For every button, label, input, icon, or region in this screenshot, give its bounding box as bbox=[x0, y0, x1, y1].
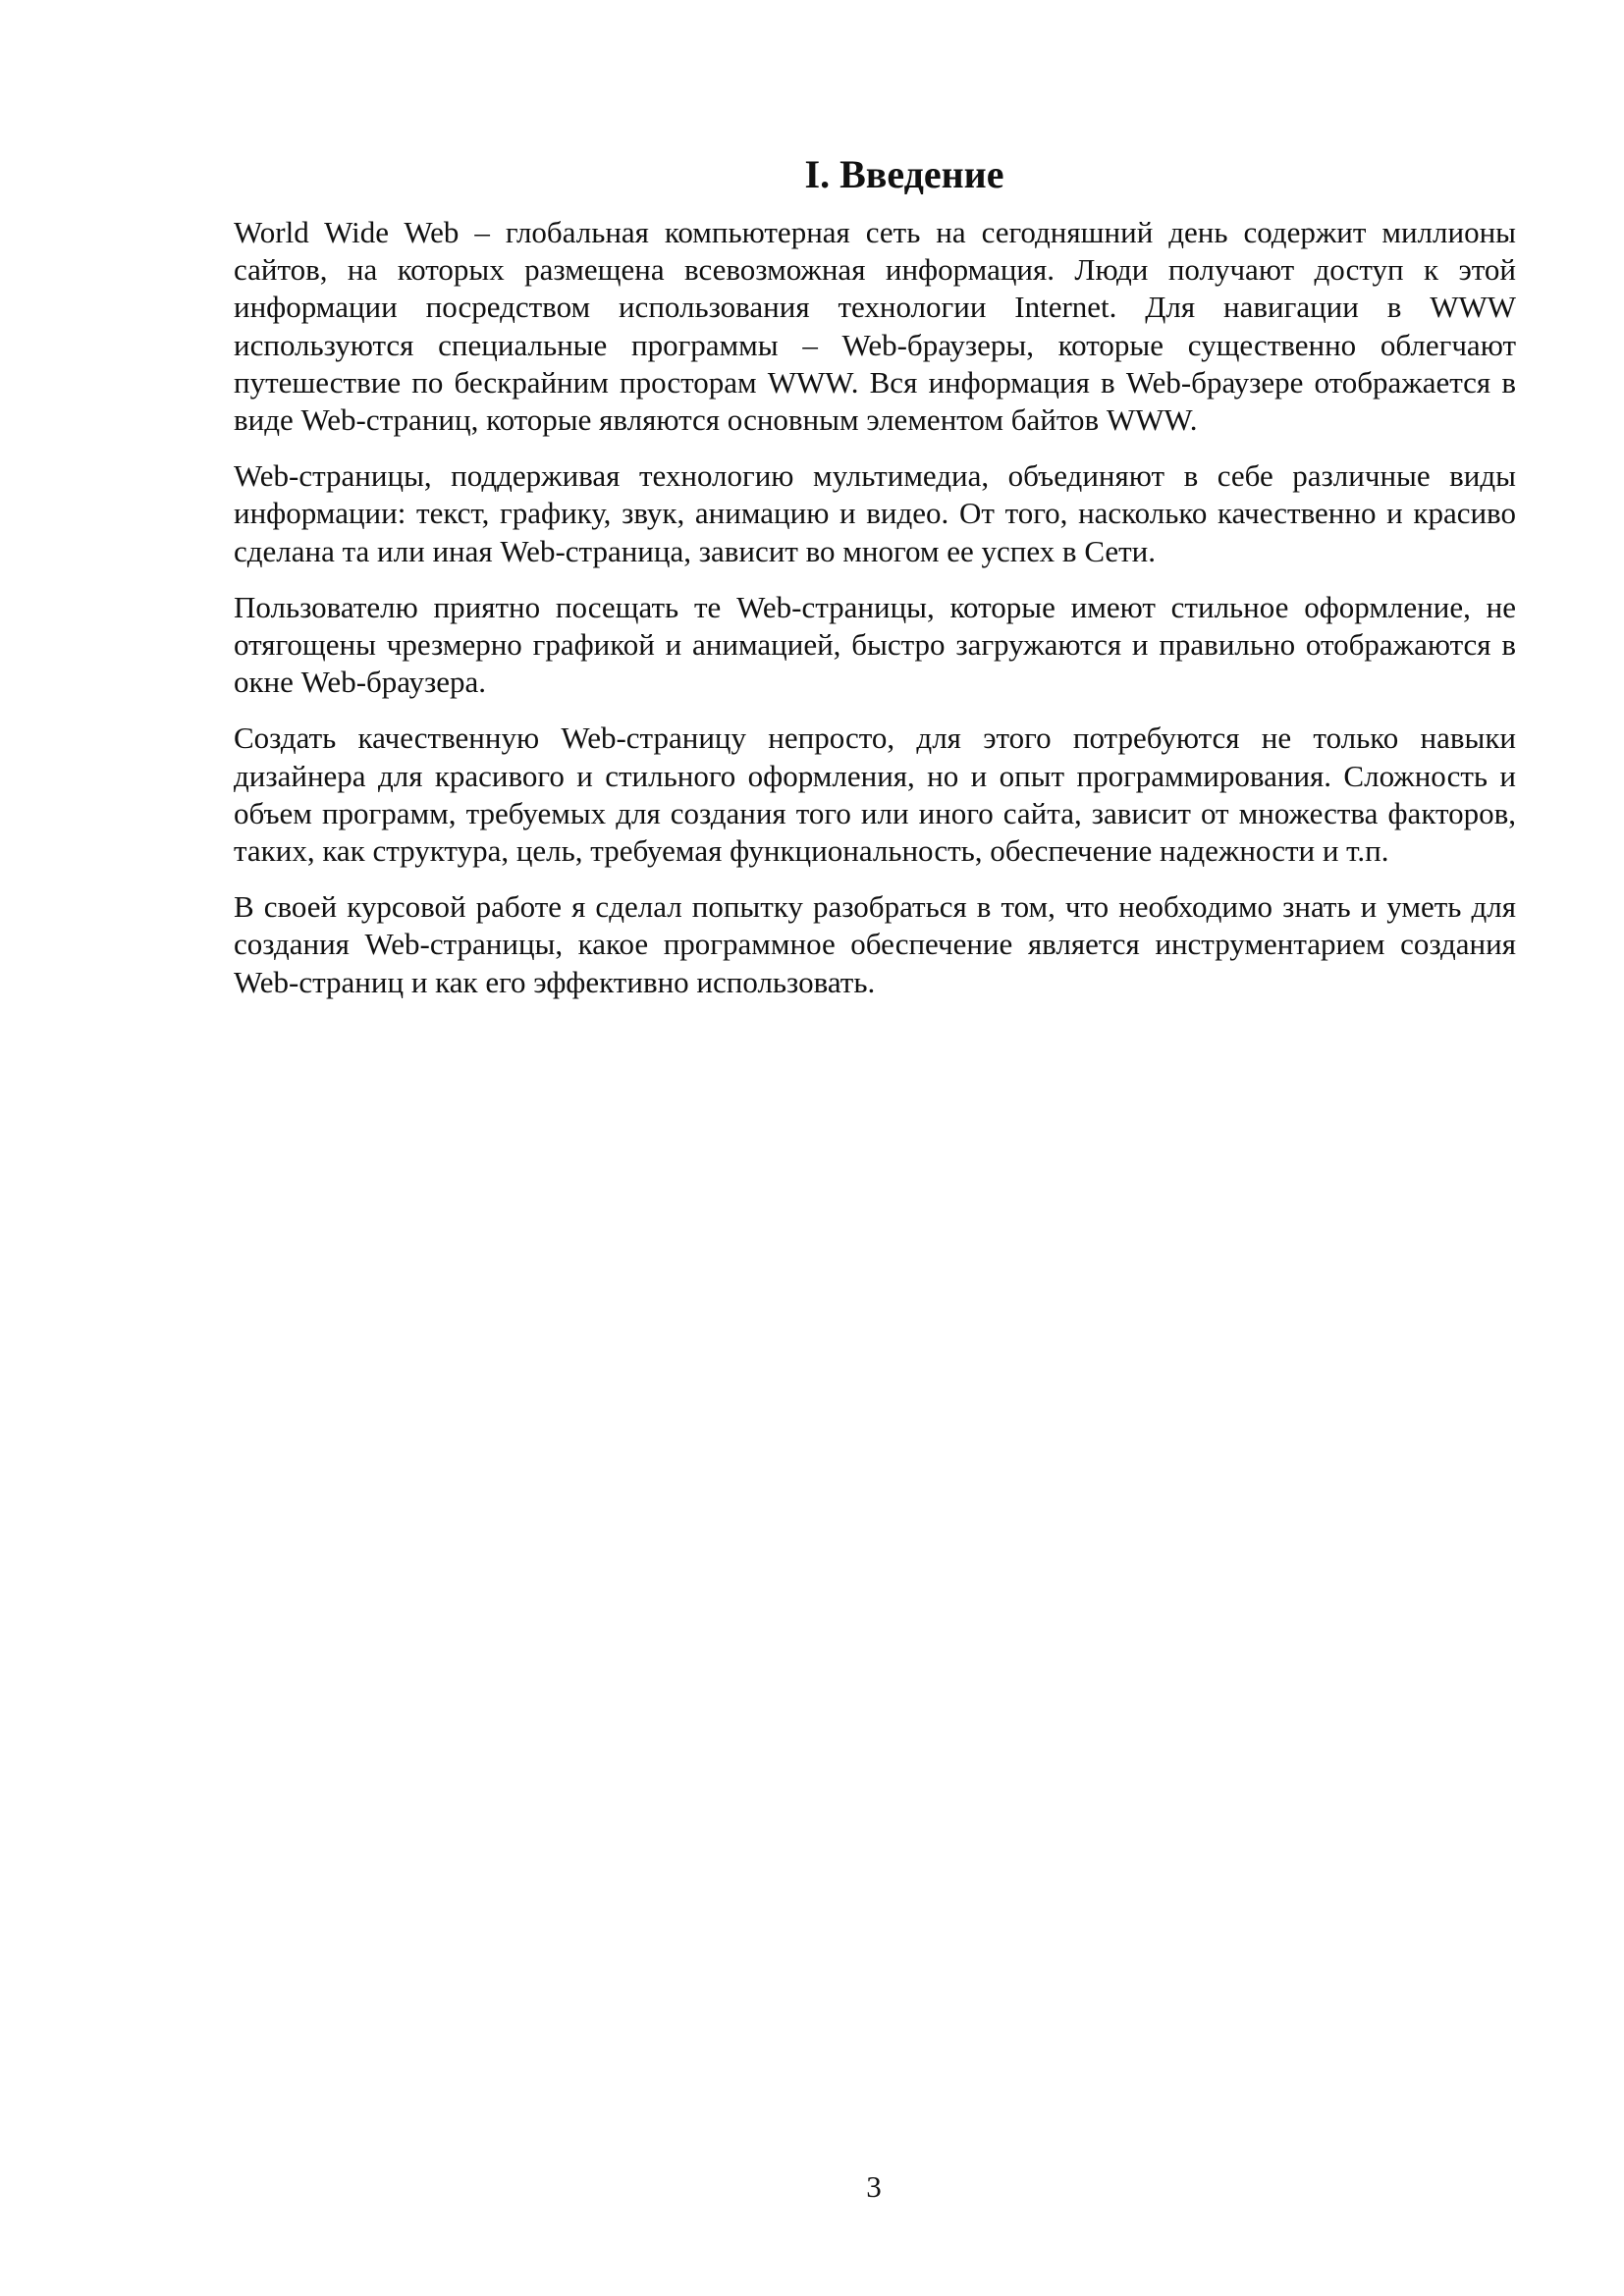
paragraph-multimedia: Web-страницы, поддерживая технологию мультимедиа, объединяют в себе различные виды информации: текст, графику, звук, анимацию и видео. От того, насколько качественно и красиво сделана та или иная Web-страница, зависит во многом ее успех в Сети. bbox=[234, 458, 1516, 568]
paragraph-coursework-goal: В своей курсовой работе я сделал попытку разобраться в том, что необходимо знать и уметь для создания Web-страницы, какое программное обеспечение является инструментарием создания Web-страниц и как его эффективно использовать. bbox=[234, 889, 1516, 999]
page-content bbox=[234, 145, 1516, 1020]
paragraph-complexity: Создать качественную Web-страницу непросто, для этого потребуются не только навыки дизайнера для красивого и стильного оформления, но и опыт программирования. Сложность и объем программ, требуемых для создания того или иного сайта, зависит от множества факторов, таких, как структура, цель, требуемая функциональность, обеспечение надежности и т.п. bbox=[234, 721, 1516, 869]
page-number: 3 bbox=[866, 2169, 882, 2204]
paragraph-user-experience: Пользователю приятно посещать те Web-страницы, которые имеют стильное оформление, не отягощены чрезмерно графикой и анимацией, быстро загружаются и правильно отображаются в окне Web-браузера. bbox=[234, 589, 1516, 700]
paragraph-intro-www: World Wide Web – глобальная компьютерная сеть на сегодняшний день содержит миллионы сайтов, на которых размещена всевозможная информация. Люди получают доступ к этой информации посредством использования технологии Internet. Для навигации в WWW используются специальные программы – Web-браузеры, которые существенно облегчают путешествие по бескрайним просторам WWW. Вся информация в Web-браузере отображается в виде Web-страниц, которые являются основным элементом байтов WWW. bbox=[234, 215, 1516, 438]
section-heading: I. Введение bbox=[804, 152, 1004, 196]
